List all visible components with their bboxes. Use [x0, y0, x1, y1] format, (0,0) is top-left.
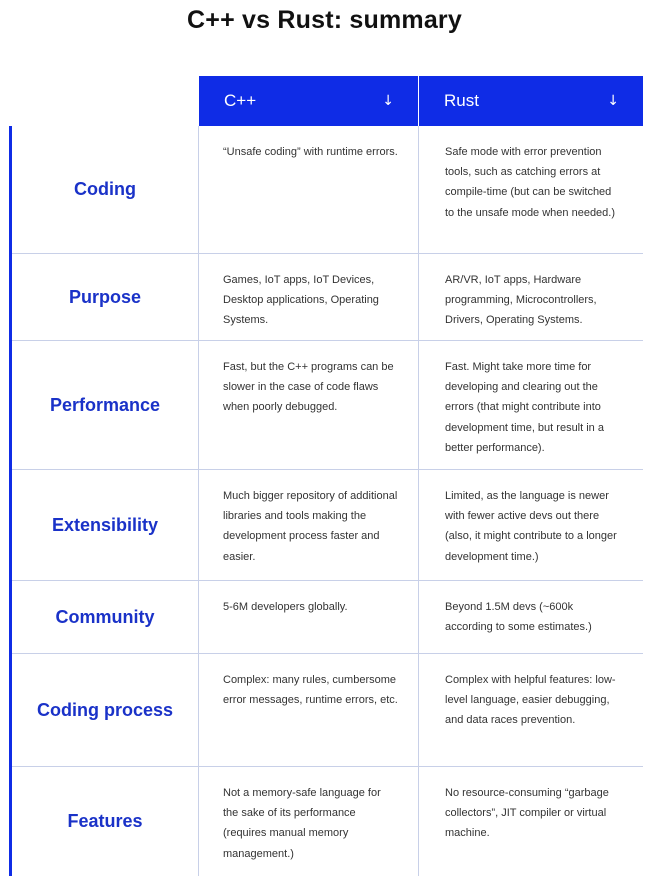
table-row — [12, 767, 643, 876]
header-row — [9, 76, 643, 126]
column-header-rust[interactable] — [419, 76, 643, 126]
table-body — [9, 126, 643, 876]
cpp-cell: Games, IoT apps, IoT Devices, Desktop applications, Operating Systems. — [199, 254, 419, 340]
cpp-cell: Fast, but the C++ programs can be slower in the case of code flaws when poorly debugged. — [199, 341, 419, 469]
rust-cell: Limited, as the language is newer with fewer active devs out there (also, it might contribute to a longer development time.) — [445, 490, 617, 563]
rust-cell: AR/VR, IoT apps, Hardware programming, Microcontrollers, Drivers, Operating Systems. — [445, 274, 597, 327]
row-label: Features — [12, 767, 199, 876]
rust-cell: Complex with helpful features: low-level language, easier debugging, and data races prevention. — [445, 674, 616, 727]
table-row — [12, 341, 643, 470]
row-label: Performance — [12, 341, 199, 469]
row-label: Coding process — [12, 654, 199, 766]
column-header-cpp-label: C++ — [224, 91, 257, 110]
table-row — [12, 126, 643, 254]
rust-cell: Beyond 1.5M devs (~600k according to some estimates.) — [445, 601, 592, 634]
comparison-table — [9, 76, 643, 876]
table-row — [12, 581, 643, 654]
column-header-cpp[interactable] — [199, 76, 419, 126]
table-row — [12, 254, 643, 341]
rust-cell: No resource-consuming “garbage collectors”, JIT compiler or virtual machine. — [445, 787, 609, 840]
cpp-cell: Much bigger repository of additional libraries and tools making the development process faster and easier. — [199, 470, 419, 580]
rust-cell: Safe mode with error prevention tools, such as catching errors at compile-time (but can be switched to the unsafe mode when needed.) — [445, 146, 616, 219]
row-label: Community — [12, 581, 199, 653]
header-spacer — [9, 76, 199, 126]
row-label: Extensibility — [12, 470, 199, 580]
cpp-cell: 5-6M developers globally. — [199, 581, 419, 653]
cpp-cell: “Unsafe coding” with runtime errors. — [199, 126, 419, 253]
column-header-rust-label: Rust — [444, 91, 479, 110]
arrow-down-icon[interactable]: ↓ — [607, 93, 619, 109]
arrow-down-icon[interactable]: ↓ — [382, 93, 394, 109]
page-title: C++ vs Rust: summary — [187, 6, 462, 34]
cpp-cell: Complex: many rules, cumbersome error messages, runtime errors, etc. — [199, 654, 419, 766]
row-label: Purpose — [12, 254, 199, 340]
cpp-cell: Not a memory-safe language for the sake of its performance (requires manual memory management.) — [199, 767, 419, 876]
table-row — [12, 654, 643, 767]
row-label: Coding — [12, 126, 199, 253]
table-row — [12, 470, 643, 581]
rust-cell: Fast. Might take more time for developing and clearing out the errors (that might contribute into development time, but result in a better performance). — [445, 361, 604, 454]
